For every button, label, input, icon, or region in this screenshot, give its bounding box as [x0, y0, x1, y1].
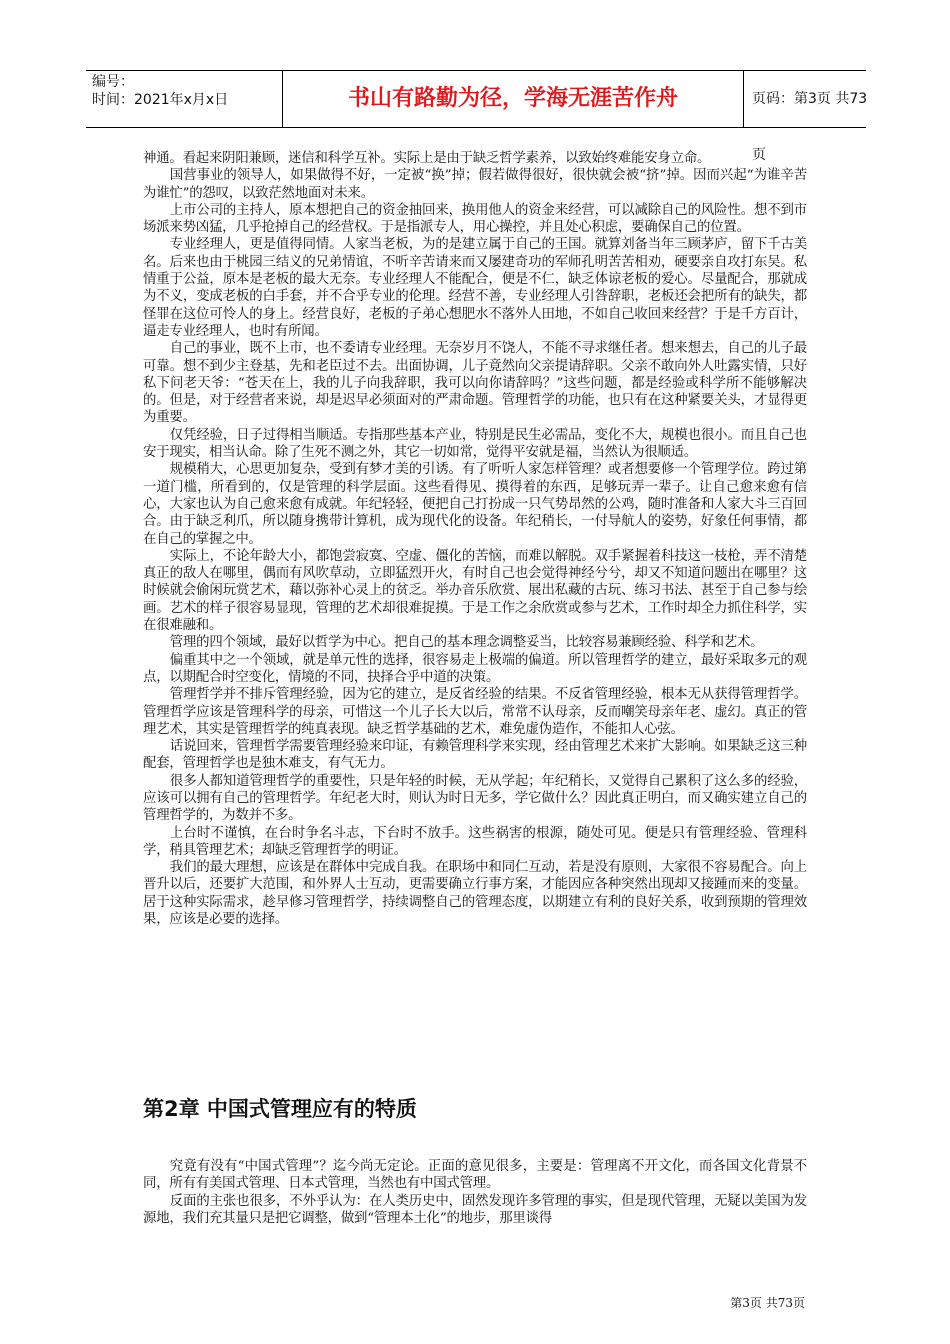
chapter-body-text: [143, 1158, 807, 1227]
paragraph: 仅凭经验，日子过得相当顺适。专指那些基本产业，特别是民生必需品，变化不大，规模也很小。而且自己也安于现实，相当认命。除了生死不测之外，其它一切如常，觉得平安就是福，当然认为很顺适。: [143, 427, 807, 461]
paragraph: 偏重其中之一个领域，就是单元性的选择，很容易走上极端的偏道。所以管理哲学的建立，最好采取多元的观点，以期配合时空变化，情境的不同，抉择合乎中道的决策。: [143, 652, 807, 685]
page-footer: 第3页 共73页: [730, 1296, 805, 1310]
header-page-info: 页码：第3页 共73页: [752, 91, 868, 163]
paragraph: 专业经理人，更是值得同情。人家当老板，为的是建立属于自己的王国。就算刘备当年三顾茅庐，留下千古美名。后来也由于桃园三结义的兄弟情谊，不听辛苦请来而又屡建奇功的军师孔明苦苦相劝，硬要亲自攻打东吴。私情重于公益，原本是老板的最大无奈。专业经理人不能配合，便是不仁，缺乏体谅老板的爱心。尽量配合，那就成为不义，变成老板的白手套，并不合乎专业的伦理。经营不善，专业经理人引咎辞职，老板还会把所有的缺失，都怪罪在这位可怜人的身上。经营良好，老板的子弟心想肥水不落外人田地，不如自己收回来经营？于是千方百计，逼走专业经理人，也时有所闻。: [143, 237, 807, 339]
header-meta: [86, 71, 282, 127]
paragraph: 究竟有没有“中国式管理”？迄今尚无定论。正面的意见很多，主要是：管理离不开文化，而各国文化背景不同，所有有美国式管理、日本式管理，当然也有中国式管理。: [143, 1159, 807, 1192]
paragraph: 管理哲学并不排斥管理经验，因为它的建立，是反省经验的结果。不反省管理经验，根本无从获得管理哲学。管理哲学应该是管理科学的母亲，可惜这一个儿子长大以后，常常不认母亲，反而嘲笑母亲年老、虚幻。真正的管理艺术，其实是管理哲学的纯真表现。缺乏哲学基础的艺术，难免虚伪造作，不能扣人心弦。: [143, 687, 807, 737]
paragraph: 我们的最大理想，应该是在群体中完成自我。在职场中和同仁互动，若是没有原则，大家很不容易配合。向上晋升以后，还要扩大范围，和外界人士互动，更需要确立行事方案，才能因应各种突然出现却又接踵而来的变量。居于这种实际需求，趁早修习管理哲学，持续调整自己的管理态度，以期建立有利的良好关系，收到预期的管理效果，应该是必要的选择。: [143, 860, 807, 928]
paragraph: 上市公司的主持人，原本想把自己的资金抽回来，换用他人的资金来经营，可以减除自己的风险性。想不到市场派来势凶猛，几乎抢掉自己的经营权。于是指派专人，用心操控，并且处心积虑，要确保自己的位置。: [143, 202, 807, 236]
paragraph: 实际上，不论年龄大小，都饱尝寂寞、空虚、僵化的苦恼，而难以解脱。双手紧握着科技这一枝枪，弄不清楚真正的敌人在哪里，偶而有风吹草动，立即猛烈开火，有时自己也会觉得神经兮兮，却又不知道问题出在哪里？这时候就会偷闲玩赏艺术，藉以弥补心灵上的贫乏。举办音乐欣赏、展出私藏的古玩、练习书法、甚至于自己参与绘画。艺术的样子很容易显现，管理的艺术却很难捉摸。于是工作之余欣赏或参与艺术，工作时却全力抓住科学，实在很难融和。: [143, 548, 807, 634]
paragraph: 国营事业的领导人，如果做得不好，一定被“换”掉；假若做得很好，很快就会被“挤”掉。因而兴起“为谁辛苦为谁忙”的怨叹，以致茫然地面对未来。: [143, 168, 807, 201]
date-label: 时间：2021年x月x日: [92, 92, 229, 108]
paragraph: 话说回来，管理哲学需要管理经验来印证，有赖管理科学来实现，经由管理艺术来扩大影响。如果缺乏这三种配套，管理哲学也是独木难支，有气无力。: [143, 739, 807, 772]
chapter-heading: 第2章 中国式管理应有的特质: [143, 1097, 417, 1121]
body-text: [143, 150, 807, 928]
paragraph: 上台时不谨慎，在台时争名斗志，下台时不放手。这些祸害的根源，随处可见。便是只有管理经验、管理科学，稍具管理艺术；却缺乏管理哲学的明证。: [143, 825, 807, 858]
paragraph: 自己的事业，既不上市，也不委请专业经理。无奈岁月不饶人，不能不寻求继任者。想来想去，自己的儿子最可靠。想不到少主登基，先和老臣过不去。出面协调，儿子竟然向父亲提请辞职。父亲不敢向外人吐露实情，只好私下问老天爷：“苍天在上，我的儿子向我辞职，我可以向你请辞吗？”这些问题，都是经验或科学所不能够解决的。但是，对于经营者来说，却是迟早必须面对的严肃命题。管理哲学的功能，也只有在这种紧要关头，才显得更为重要。: [143, 341, 807, 426]
paragraph: 很多人都知道管理哲学的重要性，只是年轻的时候，无从学起；年纪稍长，又觉得自己累积了这么多的经验，应该可以拥有自己的管理哲学。年纪老大时，则认为时日无多，学它做什么？因此真正明白，而又确实建立自己的管理哲学的，为数并不多。: [143, 773, 807, 824]
header-motto: 书山有路勤为径，学海无涯苦作舟: [282, 71, 744, 127]
paragraph: 规模稍大，心思更加复杂，受到有梦才美的引诱。有了听听人家怎样管理？或者想要修一个管理学位。跨过第一道门槛，所看到的，仅是管理的科学层面。这些看得见、摸得着的东西，足够玩弄一辈子。让自己愈来愈有信心，大家也认为自己愈来愈有成就。年纪轻轻，便把自己打扮成一只气势昂然的公鸡，随时准备和人家大斗三百回合。由于缺乏利爪，所以随身携带计算机，成为现代化的设备。年纪稍长，一付导航人的姿势，好象任何事情，都在自己的掌握之中。: [143, 462, 807, 547]
paragraph: 神通。看起来阴阳兼顾，迷信和科学互补。实际上是由于缺乏哲学素养，以致始终难能安身立命。: [143, 151, 711, 166]
paragraph: 反面的主张也很多，不外乎认为：在人类历史中，固然发现许多管理的事实，但是现代管理，无疑以美国为发源地，我们充其量只是把它调整，做到“管理本土化”的地步，那里谈得: [143, 1193, 807, 1226]
paragraph: 管理的四个领域，最好以哲学为中心。把自己的基本理念调整妥当，比较容易兼顾经验、科学和艺术。: [169, 635, 764, 651]
document-number-label: 编号：: [92, 74, 134, 90]
